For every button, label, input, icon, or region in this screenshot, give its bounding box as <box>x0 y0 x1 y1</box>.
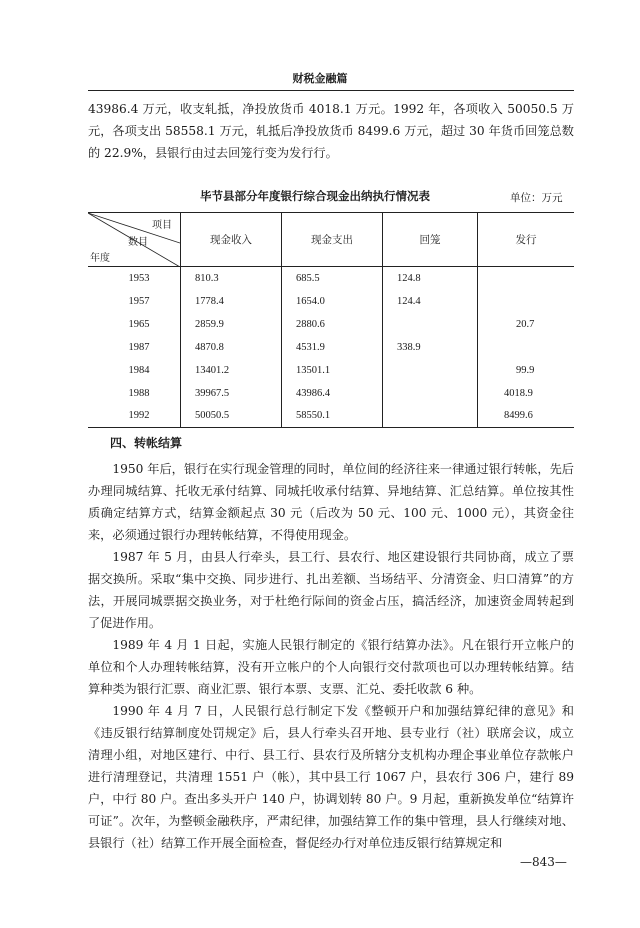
paragraph: 1989 年 4 月 1 日起，实施人民银行制定的《银行结算办法》。凡在银行开立帐户的单位和个人办理转帐结算，没有开立帐户的个人向银行交付款项也可以办理转帐结算。结算种类为银行汇票、商业汇票、银行本票、支票、汇兑、委托收款 6 种。 <box>88 638 574 696</box>
cell-issuance <box>478 336 575 359</box>
cell-expense: 13501.1 <box>282 359 383 382</box>
cell-year: 1988 <box>128 387 150 399</box>
table-row <box>88 267 574 290</box>
cell-year: 1965 <box>128 318 150 330</box>
cell-issuance <box>478 290 575 313</box>
cell-year: 1992 <box>88 405 181 428</box>
cell-issuance: 20.7 <box>478 313 575 336</box>
cell-expense: 58550.1 <box>282 405 383 428</box>
running-head: 财税金融篇 <box>292 72 348 85</box>
table-row <box>88 290 574 313</box>
cell-withdrawal: 338.9 <box>383 336 478 359</box>
table-row <box>88 313 574 336</box>
table-title: 毕节县部分年度银行综合现金出纳执行情况表 <box>200 189 430 203</box>
cell-expense: 43986.4 <box>282 382 383 405</box>
paragraph: 1990 年 4 月 7 日，人民银行总行制定下发《整顿开户和加强结算纪律的意见》和《违反银行结算制度处罚规定》后，县人行牵头召开地、县专业行（社）联席会议，成立清理小组，对地区建行、中行、县工行、县农行及所辖分支机构办理企事业单位存款帐户进行清理登记，共清理 1551 户（帐），其中县工行 1067 户，县农行 306 户，建行 89 户，中行 80 户。查出多头开户 140 户，协调划转 80 户。9 月起，重新换发单位“结算许可证”。次年，为整顿金融秩序，严肃纪律，加强结算工作的集中管理，县人行继续对地、县银行（社）结算工作开展全面检查，督促经办行对单位违反银行结算规定和 <box>88 704 574 850</box>
cell-income: 39967.5 <box>181 382 282 405</box>
cell-expense: 1654.0 <box>282 290 383 313</box>
cell-expense: 685.5 <box>282 267 383 290</box>
table-row <box>88 359 574 382</box>
header-rule <box>88 90 574 91</box>
cell-withdrawal: 124.4 <box>383 290 478 313</box>
table-row <box>88 336 574 359</box>
table-row <box>88 382 574 405</box>
cell-issuance: 8499.6 <box>478 405 575 428</box>
section-heading: 四、转帐结算 <box>110 436 183 450</box>
table-unit: 单位：万元 <box>510 192 563 204</box>
header-item-label: 项目 <box>152 220 172 231</box>
cell-income: 1778.4 <box>181 290 282 313</box>
table-header-row <box>88 213 574 267</box>
paragraph: 1950 年后，银行在实行现金管理的同时，单位间的经济往来一律通过银行转帐，先后办理同城结算、托收无承付结算、同城托收承付结算、异地结算、汇总结算。单位按其性质确定结算方式，结算金额起点 30 元（后改为 50 元、100 元、1000 元），其资金往来，必须通过银行办理转帐结算，不得使用现金。 <box>88 462 574 542</box>
column-header-withdrawal: 回笼 <box>383 213 478 267</box>
cell-withdrawal <box>383 313 478 336</box>
header-year-label: 年度 <box>90 253 110 264</box>
cell-income: 810.3 <box>181 267 282 290</box>
table-row <box>88 405 574 428</box>
cell-withdrawal <box>383 405 478 428</box>
cell-income: 2859.9 <box>181 313 282 336</box>
cell-expense: 2880.6 <box>282 313 383 336</box>
header-number-label: 数目 <box>128 237 148 248</box>
column-header-income: 现金收入 <box>181 213 282 267</box>
intro-paragraph <box>88 98 574 164</box>
cell-withdrawal <box>383 382 478 405</box>
column-header-expense: 现金支出 <box>282 213 383 267</box>
cell-issuance: 4018.9 <box>478 382 575 405</box>
cash-table <box>88 212 574 428</box>
page-number: —843— <box>520 855 567 869</box>
column-header-issuance: 发行 <box>478 213 575 267</box>
cell-year: 1953 <box>128 272 150 284</box>
cell-issuance: 99.9 <box>478 359 575 382</box>
cell-issuance <box>478 267 575 290</box>
cell-income: 50050.5 <box>181 405 282 428</box>
cell-year: 1987 <box>128 341 150 353</box>
cell-year: 1957 <box>128 295 150 307</box>
paragraph: 1987 年 5 月，由县人行牵头，县工行、县农行、地区建设银行共同协商，成立了票据交换所。采取“集中交换、同步进行、扎出差额、当场结平、分清资金、归口清算”的方法，开展同城票据交换业务，对于杜绝行际间的资金占压，搞活经济，加速资金周转起到了促进作用。 <box>88 550 574 630</box>
cell-year: 1984 <box>128 364 150 376</box>
cell-withdrawal: 124.8 <box>383 267 478 290</box>
cell-withdrawal <box>383 359 478 382</box>
diagonal-header-cell <box>88 213 181 267</box>
cell-income: 13401.2 <box>181 359 282 382</box>
intro-text: 43986.4 万元，收支轧抵，净投放货币 4018.1 万元。1992 年，各项收入 50050.5 万元，各项支出 58558.1 万元，轧抵后净投放货币 8499.6 万元，超过 30 年货币回笼总数的 22.9%，县银行由过去回笼行变为发行行。 <box>88 102 574 160</box>
body-text <box>88 458 574 854</box>
cell-expense: 4531.9 <box>282 336 383 359</box>
cell-income: 4870.8 <box>181 336 282 359</box>
